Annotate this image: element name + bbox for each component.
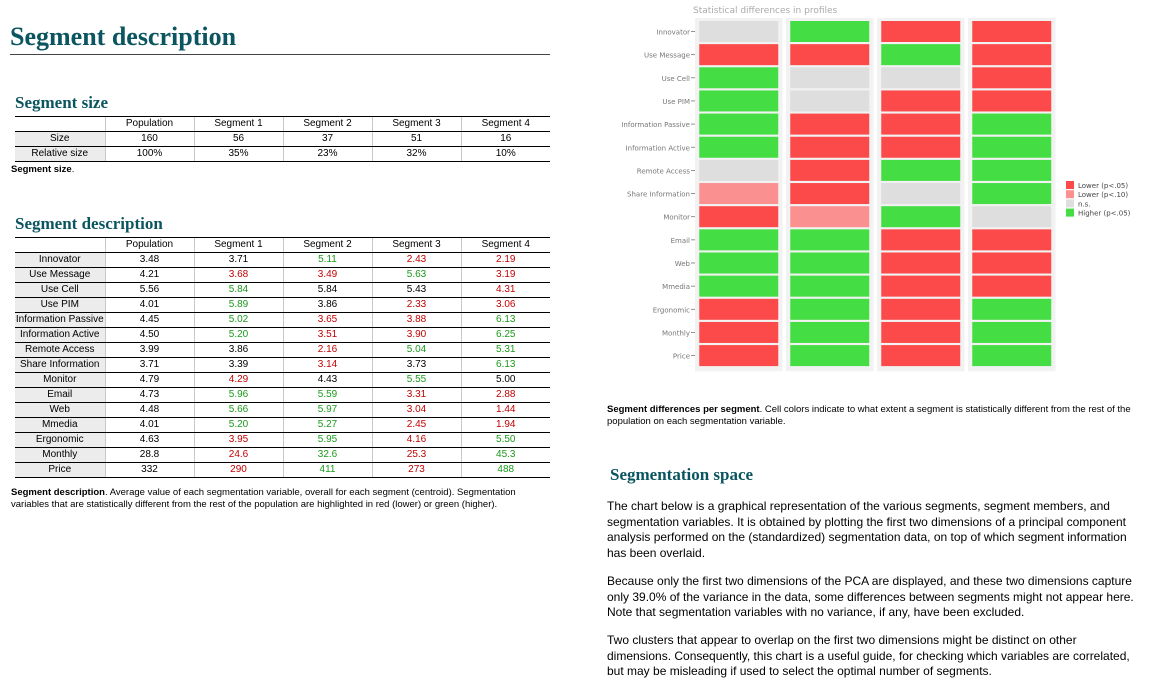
heatmap-row-label: Monthly xyxy=(661,329,690,338)
table-cell: 5.59 xyxy=(283,388,372,403)
table-cell: 4.45 xyxy=(105,313,194,328)
heatmap-cell xyxy=(699,322,778,343)
heatmap-cell xyxy=(881,253,960,274)
heatmap-cell xyxy=(790,229,869,250)
legend-label: Lower (p<.10) xyxy=(1078,191,1129,200)
caption-bold: Segment size xyxy=(11,164,72,175)
table-cell: 273 xyxy=(372,463,461,478)
heatmap-cell xyxy=(972,229,1051,250)
heatmap-row-label: Information Passive xyxy=(621,121,690,130)
segment-description-table xyxy=(15,237,550,478)
table-row xyxy=(15,298,550,313)
table-cell: 3.65 xyxy=(283,313,372,328)
table-cell: 5.95 xyxy=(283,433,372,448)
column-header: Segment 1 xyxy=(194,238,283,253)
heatmap-cell xyxy=(790,299,869,320)
table-cell: 2.33 xyxy=(372,298,461,313)
table-cell: 32.6 xyxy=(283,448,372,463)
table-cell: 3.99 xyxy=(105,343,194,358)
table-cell: 5.89 xyxy=(194,298,283,313)
heatmap-cell xyxy=(881,276,960,297)
table-cell: 3.04 xyxy=(372,403,461,418)
heatmap-cell xyxy=(972,299,1051,320)
heatmap-cell xyxy=(790,90,869,111)
table-cell: 56 xyxy=(194,132,283,147)
table-cell: 37 xyxy=(283,132,372,147)
heatmap-caption xyxy=(607,404,1142,428)
table-cell: 3.86 xyxy=(194,343,283,358)
column-header: Segment 2 xyxy=(283,238,372,253)
legend-swatch xyxy=(1066,190,1074,198)
heatmap-cell xyxy=(972,114,1051,135)
table-cell: 45.3 xyxy=(461,448,550,463)
legend-swatch xyxy=(1066,199,1074,207)
table-cell: 6.13 xyxy=(461,313,550,328)
segment-differences-heatmap xyxy=(600,0,1151,395)
table-cell: 4.73 xyxy=(105,388,194,403)
table-cell: 3.86 xyxy=(283,298,372,313)
table-cell: 5.50 xyxy=(461,433,550,448)
table-cell: 100% xyxy=(105,147,194,162)
heatmap-cell xyxy=(972,137,1051,158)
heatmap-cell xyxy=(699,253,778,274)
table-cell: 4.21 xyxy=(105,268,194,283)
table-cell: 3.95 xyxy=(194,433,283,448)
table-row xyxy=(15,268,550,283)
row-label: Use Message xyxy=(15,268,105,283)
table-cell: 4.29 xyxy=(194,373,283,388)
table-cell: 5.02 xyxy=(194,313,283,328)
column-header: Segment 3 xyxy=(372,238,461,253)
heatmap-cell xyxy=(972,322,1051,343)
segment-description-caption xyxy=(11,487,551,511)
table-cell: 3.73 xyxy=(372,358,461,373)
row-label: Information Passive xyxy=(15,313,105,328)
row-label: Web xyxy=(15,403,105,418)
column-header: Segment 4 xyxy=(461,238,550,253)
table-cell: 5.97 xyxy=(283,403,372,418)
heatmap-cell xyxy=(881,21,960,42)
heatmap-cell xyxy=(790,206,869,227)
row-label: Size xyxy=(15,132,105,147)
heatmap-cell xyxy=(881,44,960,65)
table-row xyxy=(15,253,550,268)
heatmap-cell xyxy=(972,67,1051,88)
row-label: Mmedia xyxy=(15,418,105,433)
table-cell: 3.88 xyxy=(372,313,461,328)
heatmap-row-label: Price xyxy=(672,352,690,361)
heatmap-cell xyxy=(881,114,960,135)
heatmap-cell xyxy=(972,183,1051,204)
segment-size-caption xyxy=(11,164,74,176)
table-cell: 5.43 xyxy=(372,283,461,298)
table-cell: 4.01 xyxy=(105,298,194,313)
heatmap-row-label: Email xyxy=(670,236,690,245)
heatmap-row-label: Information Active xyxy=(625,144,690,153)
table-cell: 160 xyxy=(105,132,194,147)
table-cell: 3.51 xyxy=(283,328,372,343)
table-header-row xyxy=(15,238,550,253)
row-label: Share Information xyxy=(15,358,105,373)
heatmap-cell xyxy=(790,114,869,135)
table-cell: 6.25 xyxy=(461,328,550,343)
heatmap-cell xyxy=(881,229,960,250)
row-label: Price xyxy=(15,463,105,478)
heatmap-cell xyxy=(699,114,778,135)
table-cell: 3.39 xyxy=(194,358,283,373)
table-cell: 3.31 xyxy=(372,388,461,403)
table-cell: 5.66 xyxy=(194,403,283,418)
table-cell: 3.68 xyxy=(194,268,283,283)
heatmap-cell xyxy=(790,276,869,297)
column-header: Segment 4 xyxy=(461,117,550,132)
table-row xyxy=(15,448,550,463)
table-cell: 4.48 xyxy=(105,403,194,418)
table-cell: 3.71 xyxy=(194,253,283,268)
heatmap-cell xyxy=(790,21,869,42)
row-label: Information Active xyxy=(15,328,105,343)
heatmap-cell xyxy=(881,160,960,181)
caption-bold: Segment differences per segment xyxy=(607,404,760,415)
heatmap-cell xyxy=(699,229,778,250)
table-header-row xyxy=(15,117,550,132)
heatmap-cell xyxy=(881,345,960,366)
table-cell: 25.3 xyxy=(372,448,461,463)
heatmap-cell xyxy=(699,67,778,88)
table-cell: 2.88 xyxy=(461,388,550,403)
table-row xyxy=(15,403,550,418)
legend-swatch xyxy=(1066,209,1074,217)
heatmap-row-label: Monitor xyxy=(663,213,690,222)
heatmap-cell xyxy=(699,90,778,111)
table-cell: 5.31 xyxy=(461,343,550,358)
heatmap-cell xyxy=(972,345,1051,366)
table-cell: 5.56 xyxy=(105,283,194,298)
heatmap-cell xyxy=(881,137,960,158)
table-cell: 290 xyxy=(194,463,283,478)
legend-label: n.s. xyxy=(1078,200,1091,209)
heatmap-row-label: Web xyxy=(674,260,690,268)
legend-swatch xyxy=(1066,181,1074,189)
table-cell: 28.8 xyxy=(105,448,194,463)
heatmap-cell xyxy=(881,183,960,204)
table-row xyxy=(15,147,550,162)
heatmap-cell xyxy=(972,90,1051,111)
table-cell: 5.11 xyxy=(283,253,372,268)
table-cell: 3.19 xyxy=(461,268,550,283)
heatmap-cell xyxy=(972,253,1051,274)
table-cell: 3.06 xyxy=(461,298,550,313)
table-cell: 411 xyxy=(283,463,372,478)
table-cell: 2.16 xyxy=(283,343,372,358)
table-cell: 5.55 xyxy=(372,373,461,388)
table-cell: 4.16 xyxy=(372,433,461,448)
caption-bold: Segment description xyxy=(11,487,105,498)
heatmap-cell xyxy=(790,322,869,343)
heatmap-cell xyxy=(699,183,778,204)
table-row xyxy=(15,463,550,478)
page-title: Segment description xyxy=(10,22,237,51)
heatmap-cell xyxy=(699,299,778,320)
heatmap-cell xyxy=(699,206,778,227)
column-header: Segment 1 xyxy=(194,117,283,132)
table-row xyxy=(15,328,550,343)
heatmap-cell xyxy=(790,44,869,65)
table-cell: 3.90 xyxy=(372,328,461,343)
table-row xyxy=(15,433,550,448)
table-cell: 3.48 xyxy=(105,253,194,268)
heatmap-row-label: Use PIM xyxy=(662,97,690,106)
caption-text: . Cell colors indicate to what extent a segment is statistically different from the rest of the population on each segmentation variable. xyxy=(607,404,1131,427)
table-cell: 5.96 xyxy=(194,388,283,403)
table-cell: 5.20 xyxy=(194,328,283,343)
table-cell: 1.44 xyxy=(461,403,550,418)
heatmap-cell xyxy=(699,160,778,181)
segment-size-heading: Segment size xyxy=(15,93,109,112)
table-cell: 3.14 xyxy=(283,358,372,373)
table-row xyxy=(15,313,550,328)
heatmap-cell xyxy=(699,44,778,65)
heatmap-row-label: Use Cell xyxy=(661,74,690,83)
caption-text: . xyxy=(71,164,75,175)
table-cell: 5.00 xyxy=(461,373,550,388)
heatmap-cell xyxy=(699,137,778,158)
heatmap-row-label: Mmedia xyxy=(662,283,690,292)
heatmap-row-label: Share Information xyxy=(627,190,690,199)
table-row xyxy=(15,358,550,373)
table-cell: 10% xyxy=(461,147,550,162)
heatmap-row-label: Use Message xyxy=(644,51,690,60)
table-cell: 4.01 xyxy=(105,418,194,433)
row-label: Email xyxy=(15,388,105,403)
segment-size-table xyxy=(15,116,550,162)
heatmap-cell xyxy=(881,90,960,111)
column-header: Population xyxy=(105,117,194,132)
table-cell: 5.63 xyxy=(372,268,461,283)
table-cell: 32% xyxy=(372,147,461,162)
table-cell: 4.79 xyxy=(105,373,194,388)
heatmap-cell xyxy=(790,183,869,204)
column-header: Population xyxy=(105,238,194,253)
table-cell: 5.20 xyxy=(194,418,283,433)
segmentation-space-paragraph-3: Two clusters that appear to overlap on the first two dimensions might be distinct on other dimensions. Consequently, this chart is a useful guide, for checking which variables are correlated, but may be misleading if used to select the optimal number of segments. xyxy=(607,633,1130,678)
table-cell: 35% xyxy=(194,147,283,162)
table-cell: 5.84 xyxy=(194,283,283,298)
table-row xyxy=(15,418,550,433)
row-label: Use Cell xyxy=(15,283,105,298)
table-corner-cell xyxy=(15,238,105,253)
table-row xyxy=(15,388,550,403)
table-cell: 2.43 xyxy=(372,253,461,268)
heatmap-cell xyxy=(881,206,960,227)
table-cell: 23% xyxy=(283,147,372,162)
table-cell: 2.45 xyxy=(372,418,461,433)
segmentation-space-paragraph-2: Because only the first two dimensions of the PCA are displayed, and these two dimensions capture only 39.0% of the variance in the data, some differences between segments might not appear here. Note that segmentation variables with no variance, if any, have been excluded. xyxy=(607,574,1134,619)
table-cell: 3.49 xyxy=(283,268,372,283)
row-label: Monthly xyxy=(15,448,105,463)
row-label: Use PIM xyxy=(15,298,105,313)
table-corner-cell xyxy=(15,117,105,132)
table-cell: 24.6 xyxy=(194,448,283,463)
row-label: Monitor xyxy=(15,373,105,388)
heatmap-cell xyxy=(790,67,869,88)
title-divider xyxy=(10,54,550,55)
heatmap-cell xyxy=(790,160,869,181)
table-cell: 16 xyxy=(461,132,550,147)
heatmap-row-label: Remote Access xyxy=(636,167,690,176)
table-row xyxy=(15,132,550,147)
table-cell: 6.13 xyxy=(461,358,550,373)
segmentation-space-heading: Segmentation space xyxy=(610,465,754,484)
table-cell: 5.27 xyxy=(283,418,372,433)
table-cell: 5.04 xyxy=(372,343,461,358)
table-cell: 332 xyxy=(105,463,194,478)
heatmap-cell xyxy=(699,276,778,297)
heatmap-cell xyxy=(972,21,1051,42)
heatmap-row-label: Ergonomic xyxy=(652,306,690,315)
heatmap-cell xyxy=(790,253,869,274)
heatmap-cell xyxy=(972,206,1051,227)
column-header: Segment 3 xyxy=(372,117,461,132)
table-cell: 2.19 xyxy=(461,253,550,268)
table-cell: 3.71 xyxy=(105,358,194,373)
row-label: Innovator xyxy=(15,253,105,268)
heatmap-cell xyxy=(881,299,960,320)
table-cell: 1.94 xyxy=(461,418,550,433)
column-header: Segment 2 xyxy=(283,117,372,132)
heatmap-cell xyxy=(881,67,960,88)
caption-text: . Average value of each segmentation variable, overall for each segment (centroid). Segmentation variables that are statistically different from the rest of the population are highlighted in red (lower) or green (higher). xyxy=(11,487,516,510)
legend-label: Lower (p<.05) xyxy=(1078,182,1129,190)
chart-title: Statistical differences in profiles xyxy=(693,6,838,16)
heatmap-cell xyxy=(699,345,778,366)
heatmap-cell xyxy=(972,44,1051,65)
table-cell: 5.84 xyxy=(283,283,372,298)
table-row xyxy=(15,373,550,388)
heatmap-cell xyxy=(972,160,1051,181)
heatmap-cell xyxy=(881,322,960,343)
segmentation-space-paragraph-1: The chart below is a graphical representation of the various segments, segment members, and segmentation variables. It is obtained by plotting the first two dimensions of a principal component analysis performed on the (standardized) segmentation data, on top of which segment information has been overlaid. xyxy=(607,499,1127,560)
table-cell: 4.63 xyxy=(105,433,194,448)
table-cell: 4.43 xyxy=(283,373,372,388)
heatmap-row-label: Innovator xyxy=(656,28,690,37)
row-label: Ergonomic xyxy=(15,433,105,448)
legend-label: Higher (p<.05) xyxy=(1078,209,1131,218)
table-row xyxy=(15,283,550,298)
heatmap-cell xyxy=(790,345,869,366)
table-cell: 488 xyxy=(461,463,550,478)
segment-description-heading: Segment description xyxy=(15,214,163,233)
heatmap-cell xyxy=(699,21,778,42)
table-cell: 4.31 xyxy=(461,283,550,298)
heatmap-cell xyxy=(972,276,1051,297)
row-label: Relative size xyxy=(15,147,105,162)
table-cell: 51 xyxy=(372,132,461,147)
row-label: Remote Access xyxy=(15,343,105,358)
table-row xyxy=(15,343,550,358)
table-cell: 4.50 xyxy=(105,328,194,343)
heatmap-cell xyxy=(790,137,869,158)
